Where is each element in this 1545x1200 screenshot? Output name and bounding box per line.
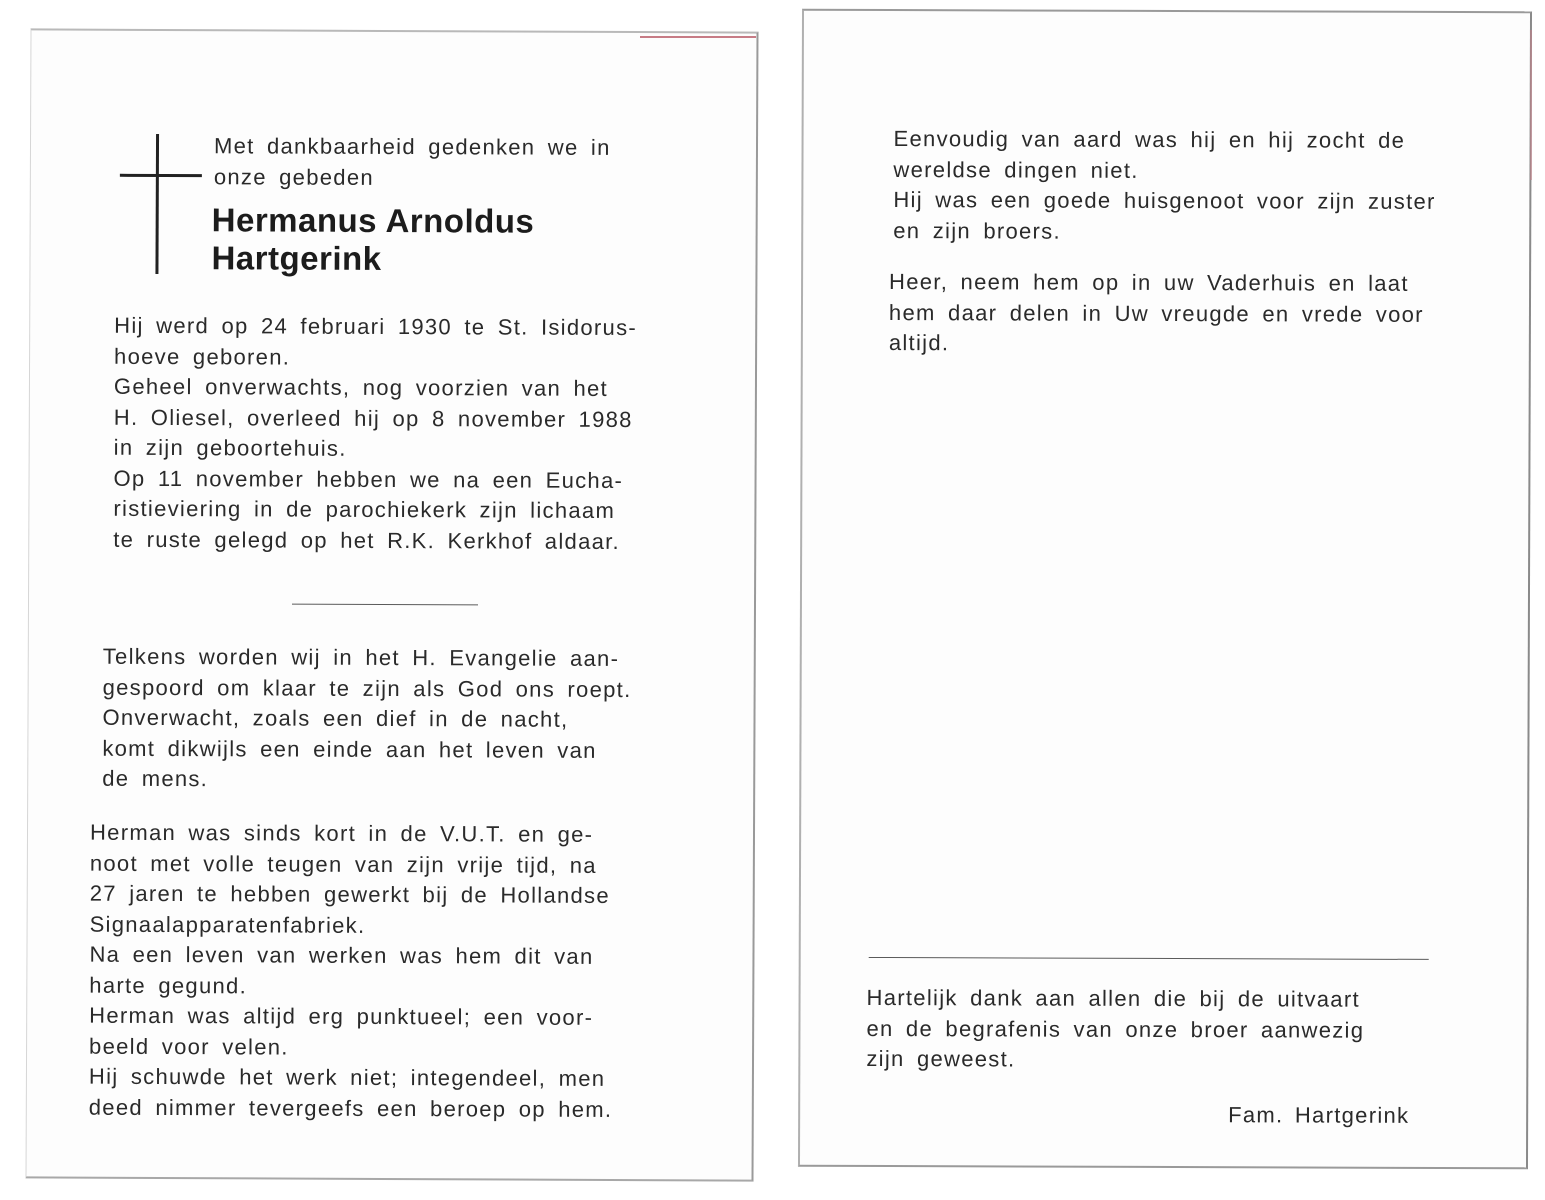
memorial-intro: Met dankbaarheid gedenken we in onze gebeden [213, 133, 611, 190]
memorial-card-left [25, 28, 758, 1181]
gospel-paragraph: Telkens worden wij in het H. Evangelie aan- gespoord om klaar te zijn als God ons roept. Onverwacht, zoals een dief in de nacht, komt dikwijls een einde aan het leven van de mens. [102, 643, 632, 792]
divider-line [869, 957, 1429, 960]
character-paragraph: Eenvoudig van aard was hij en hij zocht de wereldse dingen niet. Hij was een goede huisgenoot voor zijn zuster en zijn broers. [893, 126, 1436, 244]
divider-line [292, 604, 478, 606]
scan-edge [640, 36, 756, 38]
thanks-paragraph: Hartelijk dank aan allen die bij de uitvaart en de begrafenis van onze broer aanwezig zijn geweest. [866, 984, 1365, 1072]
family-signature: Fam. Hartgerink [1228, 1102, 1410, 1128]
cross-icon [155, 134, 159, 274]
life-paragraph: Herman was sinds kort in de V.U.T. en ge- noot met volle teugen van zijn vrije tijd, na 27 jaren te hebben gewerkt bij de Hollandse Signaalapparatenfabriek. Na een leven van werken was hem dit van harte gegund. Herman was altijd erg punktueel; een voor- beeld voor velen. Hij schuwde het werk niet; integendeel, men deed nimmer tevergeefs een beroep op hem. [88, 819, 613, 1122]
cross-icon-bar [120, 174, 202, 177]
biography-text: Hij werd op 24 februari 1930 te St. Isidorus- hoeve geboren. Geheel onverwachts, nog voorzien van het H. Oliesel, overleed hij op 8 november 1988 in zijn geboortehuis. Op 11 november hebben we na een Eucha- ristieviering in de parochiekerk zijn lichaam te ruste gelegd op het R.K. Kerkhof aldaar. [113, 312, 638, 554]
deceased-name: Hermanus Arnoldus Hartgerink [211, 201, 535, 277]
memorial-card-right [798, 9, 1532, 1170]
scan-edge [1530, 30, 1532, 180]
prayer-paragraph: Heer, neem hem op in uw Vaderhuis en laat hem daar delen in Uw vreugde en vrede voor altijd. [888, 269, 1424, 356]
